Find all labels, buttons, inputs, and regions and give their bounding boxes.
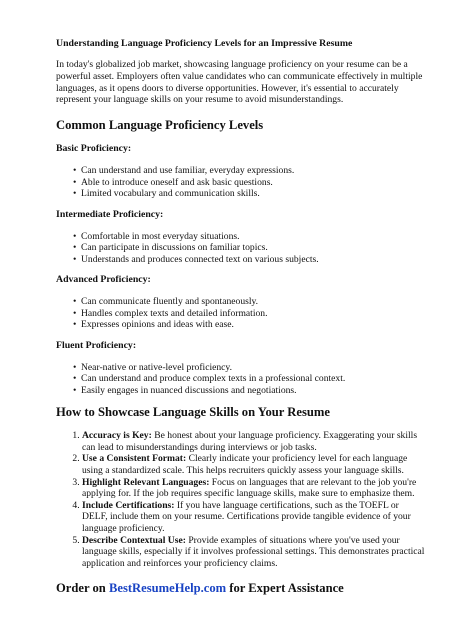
list-item bbox=[74, 165, 426, 177]
step-heading: Include Certifications: bbox=[82, 499, 175, 511]
bullet-icon: • bbox=[73, 384, 77, 396]
list-item bbox=[74, 296, 426, 308]
document-title: Understanding Language Proficiency Levels for an Impressive Resume bbox=[56, 38, 353, 49]
bullet-icon: • bbox=[73, 165, 77, 177]
level-block-basic bbox=[56, 143, 426, 200]
list-item-text: Can communicate fluently and spontaneously. bbox=[81, 296, 259, 308]
step-heading: Describe Contextual Use: bbox=[82, 534, 186, 546]
showcase-steps bbox=[56, 430, 426, 569]
list-item-text: Can understand and use familiar, everyday expressions. bbox=[81, 165, 295, 177]
level-items bbox=[56, 165, 426, 200]
intro-paragraph: In today's globalized job market, showcasing language proficiency on your resume can be a powerful asset. Employers often value candidates who can communicate effectively in multiple languages, as it opens doors to diverse opportunities. However, it's essential to accurately represent your language skills on your resume to avoid misunderstandings. bbox=[56, 59, 423, 106]
list-item bbox=[74, 231, 426, 243]
list-item-text: Can participate in discussions on familiar topics. bbox=[81, 242, 268, 254]
level-items bbox=[56, 231, 426, 266]
list-item bbox=[74, 319, 426, 331]
level-items bbox=[56, 362, 426, 397]
step-item bbox=[82, 477, 426, 500]
step-item bbox=[82, 535, 426, 570]
step-heading: Highlight Relevant Languages: bbox=[82, 476, 210, 488]
list-item-text: Comfortable in most everyday situations. bbox=[81, 230, 240, 242]
list-item-text: Near-native or native-level proficiency. bbox=[81, 361, 233, 373]
list-item-text: Expresses opinions and ideas with ease. bbox=[81, 319, 234, 331]
list-item bbox=[74, 254, 426, 266]
bullet-icon: • bbox=[73, 373, 77, 385]
step-item bbox=[82, 500, 426, 535]
bullet-icon: • bbox=[73, 176, 77, 188]
level-block-intermediate bbox=[56, 209, 426, 266]
order-site-link[interactable]: BestResumeHelp.com bbox=[108, 581, 227, 596]
document-page bbox=[56, 38, 426, 596]
list-item-text: Understands and produces connected text on various subjects. bbox=[81, 253, 319, 265]
step-item bbox=[82, 430, 426, 453]
list-item-text: Handles complex texts and detailed information. bbox=[81, 307, 268, 319]
bullet-icon: • bbox=[73, 296, 77, 308]
level-name: Intermediate Proficiency: bbox=[56, 208, 164, 220]
levels-section bbox=[56, 143, 426, 396]
bullet-icon: • bbox=[73, 230, 77, 242]
list-item bbox=[74, 385, 426, 397]
list-item-text: Can understand and produce complex texts in a professional context. bbox=[81, 373, 346, 385]
step-heading: Use a Consistent Format: bbox=[82, 453, 187, 465]
bullet-icon: • bbox=[73, 307, 77, 319]
bullet-icon: • bbox=[73, 361, 77, 373]
bullet-icon: • bbox=[73, 253, 77, 265]
list-item bbox=[74, 188, 426, 200]
step-text: Clearly indicate your proficiency level for each language using a standardized scale. This helps recruiters quickly assess your language skills. bbox=[82, 453, 408, 476]
list-item bbox=[74, 177, 426, 189]
step-text: Provide examples of situations where you've used your language skills, especially if it involves professional settings. This demonstrates practical application and reinforces your proficiency claims. bbox=[82, 534, 425, 569]
list-item-text: Limited vocabulary and communication skills. bbox=[81, 188, 260, 200]
bullet-icon: • bbox=[73, 188, 77, 200]
level-name: Advanced Proficiency: bbox=[56, 274, 151, 286]
step-item bbox=[82, 453, 426, 476]
list-item bbox=[74, 362, 426, 374]
level-block-fluent bbox=[56, 340, 426, 397]
order-suffix: for Expert Assistance bbox=[226, 581, 344, 596]
step-text: Be honest about your language proficiency. Exaggerating your skills can lead to misunderstandings during interviews or job tasks. bbox=[82, 430, 418, 453]
level-block-advanced bbox=[56, 274, 426, 331]
order-prefix: Order on bbox=[56, 581, 109, 596]
step-text: Focus on languages that are relevant to the job you're applying for. If the job requires specific language skills, make sure to emphasize them. bbox=[82, 476, 417, 500]
list-item-text: Easily engages in nuanced discussions and negotiations. bbox=[81, 384, 297, 396]
showcase-heading: How to Showcase Language Skills on Your Resume bbox=[56, 405, 330, 420]
step-text: If you have language certifications, such as the TOEFL or DELF, include them on your resume. Certifications provide tangible evidence of your language proficiency. bbox=[82, 499, 411, 534]
bullet-icon: • bbox=[73, 319, 77, 331]
step-heading: Accuracy is Key: bbox=[82, 430, 152, 442]
list-item bbox=[74, 308, 426, 320]
order-call-to-action bbox=[56, 581, 426, 596]
bullet-icon: • bbox=[73, 242, 77, 254]
levels-heading: Common Language Proficiency Levels bbox=[56, 118, 264, 133]
list-item bbox=[74, 242, 426, 254]
level-name: Basic Proficiency: bbox=[56, 143, 132, 155]
list-item-text: Able to introduce oneself and ask basic questions. bbox=[81, 176, 273, 188]
level-name: Fluent Proficiency: bbox=[56, 339, 137, 351]
level-items bbox=[56, 296, 426, 331]
list-item bbox=[74, 373, 426, 385]
